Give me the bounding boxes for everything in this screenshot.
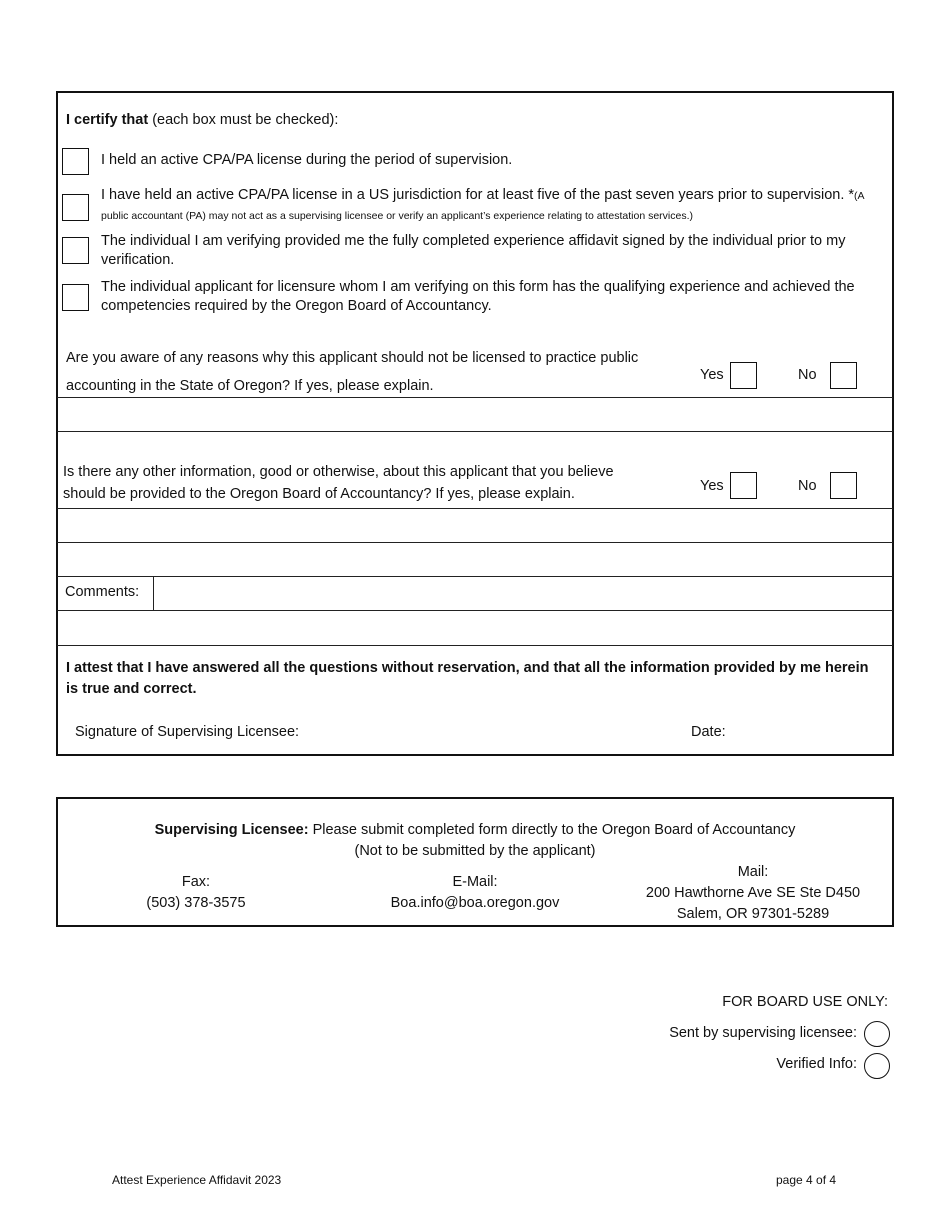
certify-checkbox-2[interactable]: [62, 194, 89, 221]
mail-address-line-1: 200 Hawthorne Ave SE Ste D450: [645, 885, 861, 901]
fax-label: Fax:: [181, 874, 211, 890]
footer-form-title: Attest Experience Affidavit 2023: [112, 1173, 282, 1187]
date-field[interactable]: [734, 714, 884, 748]
mail-label: Mail:: [737, 864, 769, 880]
date-label: Date:: [691, 724, 726, 740]
fax-number: (503) 378-3575: [146, 895, 246, 911]
submission-instructions: [58, 821, 892, 840]
question-1-line-2: accounting in the State of Oregon? If yes, please explain.: [66, 378, 434, 394]
divider: [57, 431, 893, 432]
submission-lead-rest: Please submit completed form directly to the Oregon Board of Accountancy: [308, 822, 796, 838]
question-2-yes-label: Yes: [700, 478, 724, 494]
email-address: Boa.info@boa.oregon.gov: [390, 895, 560, 911]
certify-heading-bold: I certify that: [66, 112, 149, 128]
question-2-no-label: No: [798, 478, 817, 494]
question-2-yes-checkbox[interactable]: [730, 472, 757, 499]
board-use-title: FOR BOARD USE ONLY:: [722, 994, 888, 1010]
question-2-explanation-field-2[interactable]: [58, 544, 892, 575]
sent-by-label: Sent by supervising licensee:: [669, 1025, 857, 1041]
divider: [57, 542, 893, 543]
certify-item-2-note: (A public accountant (PA) may not act as a supervising licensee or verify an applicant’s experience relating to attestation services.): [101, 190, 864, 222]
submission-lead: Supervising Licensee:: [154, 822, 309, 838]
submission-note: (Not to be submitted by the applicant): [354, 843, 596, 859]
divider: [57, 397, 893, 398]
certify-item-4-text: The individual applicant for licensure whom I am verifying on this form has the qualifying experience and achieved the competencies required by the Oregon Board of Accountancy.: [101, 279, 855, 314]
certify-checkbox-4[interactable]: [62, 284, 89, 311]
verified-info-label: Verified Info:: [776, 1056, 857, 1072]
certify-checkbox-1[interactable]: [62, 148, 89, 175]
question-1-yes-label: Yes: [700, 367, 724, 383]
signature-label: Signature of Supervising Licensee:: [75, 724, 300, 740]
question-1-explanation-field[interactable]: [58, 399, 892, 430]
comments-label: Comments:: [65, 584, 140, 600]
verified-info-radio[interactable]: [864, 1053, 890, 1079]
signature-field[interactable]: [320, 714, 670, 748]
attest-statement-text: I attest that I have answered all the questions without reservation, and that all the information provided by me herein is true and correct.: [66, 660, 869, 697]
email-label: E-Mail:: [452, 874, 498, 890]
question-2-no-checkbox[interactable]: [830, 472, 857, 499]
question-2-line-2: should be provided to the Oregon Board of Accountancy? If yes, please explain.: [63, 486, 575, 502]
sent-by-radio[interactable]: [864, 1021, 890, 1047]
mail-address-line-2: Salem, OR 97301-5289: [676, 906, 830, 922]
certify-heading: [66, 111, 338, 130]
question-1-yes-checkbox[interactable]: [730, 362, 757, 389]
question-2-explanation-field-1[interactable]: [58, 510, 892, 541]
question-2-line-1: Is there any other information, good or otherwise, about this applicant that you believe: [63, 464, 614, 480]
footer-page-number: page 4 of 4: [776, 1173, 837, 1187]
certify-item-3-text: The individual I am verifying provided me the fully completed experience affidavit signed by the individual prior to my verification.: [101, 233, 846, 268]
comments-divider: [153, 577, 154, 610]
certify-item-2: [101, 186, 881, 226]
certify-item-2-text: I have held an active CPA/PA license in a US jurisdiction for at least five of the past seven years prior to supervision. *: [101, 187, 855, 203]
question-1-line-1: Are you aware of any reasons why this applicant should not be licensed to practice public: [66, 350, 639, 366]
certify-checkbox-3[interactable]: [62, 237, 89, 264]
certify-heading-rest: (each box must be checked):: [148, 112, 339, 128]
question-1-no-checkbox[interactable]: [830, 362, 857, 389]
divider: [57, 610, 893, 611]
question-1-no-label: No: [798, 367, 817, 383]
divider: [57, 645, 893, 646]
comments-field-continued[interactable]: [58, 612, 892, 643]
divider: [57, 508, 893, 509]
attest-statement: [66, 658, 876, 700]
comments-field[interactable]: [156, 578, 892, 609]
certify-item-1-text: I held an active CPA/PA license during the period of supervision.: [101, 152, 513, 168]
divider: [57, 576, 893, 577]
